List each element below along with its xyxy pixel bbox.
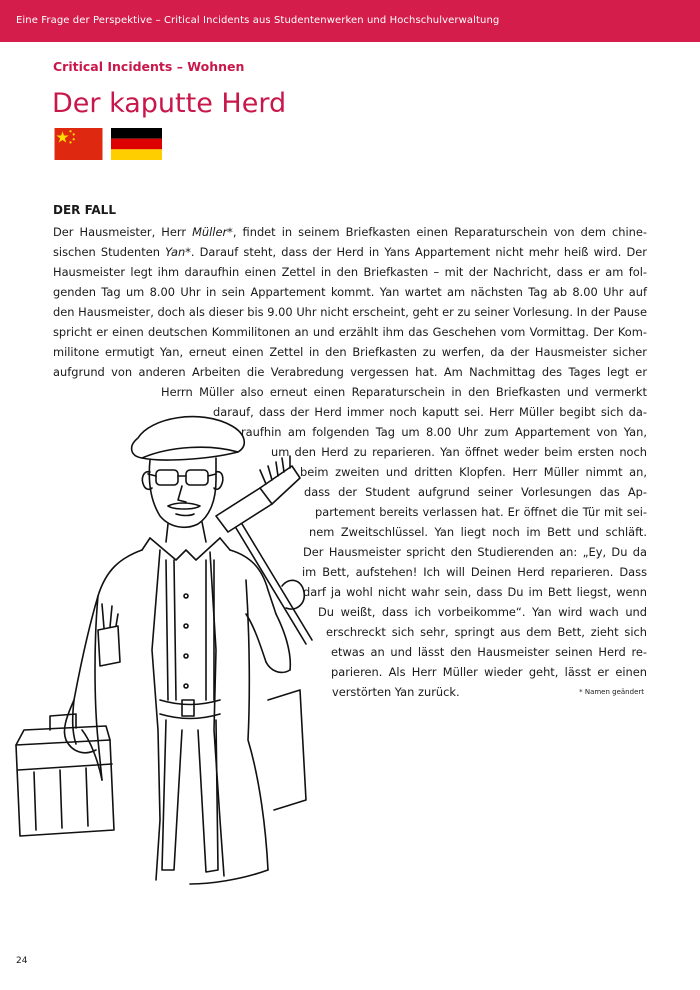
- body-line: nem Zweitschlüssel. Yan liegt noch im Bett und schläft.: [309, 525, 647, 539]
- china-flag: [53, 128, 104, 160]
- body-line: erschreckt sich sehr, springt aus dem Bett, zieht sich: [326, 625, 647, 639]
- body-line: Der Hausmeister, Herr Müller*, findet in seinem Briefkasten einen Reparaturschein von dem chine-: [53, 225, 648, 239]
- body-line: darauf, dass der Herd immer noch kaputt sei. Herr Müller begibt sich da-: [213, 405, 647, 419]
- footnote: * Namen geändert: [579, 688, 644, 696]
- body-line: sischen Studenten Yan*. Darauf steht, dass der Herd in Yans Appartement nicht mehr heiß wird. Der: [53, 245, 647, 259]
- body-line: den Hausmeister, doch als dieser bis 9.00 Uhr nicht erscheint, geht er zu seiner Vorlesung. In der Pause: [53, 305, 647, 319]
- body-line: Der Hausmeister spricht den Studierenden an: „Ey, Du da: [303, 545, 647, 559]
- body-line: im Bett, aufstehen! Ich will Deinen Herd reparieren. Dass: [302, 565, 647, 579]
- body-line: aufgrund von anderen Arbeiten die Verabredung vergessen hat. Am Nachmittag des Tages legt er: [53, 365, 647, 379]
- running-title: Eine Frage der Perspektive – Critical Incidents aus Studentenwerken und Hochschulverwaltung: [16, 15, 500, 26]
- body-line: darf ja wohl nicht wahr sein, dass Du im Bett liegst, wenn: [303, 585, 647, 599]
- body-line: Herrn Müller also erneut einen Reparaturschein in den Briefkasten und vermerkt: [161, 385, 647, 399]
- body-line: etwas an und lässt den Hausmeister seinen Herd re-: [331, 645, 647, 659]
- body-line: spricht er einen deutschen Kommilitonen an und erzählt ihm das Geschehen vom Vormittag. Der Kom-: [53, 325, 647, 339]
- top-banner: [0, 0, 700, 42]
- body-line: Hausmeister legt ihm daraufhin einen Zettel in den Briefkasten – mit der Nachricht, dass er am fol-: [53, 265, 647, 279]
- germany-flag: [111, 128, 162, 160]
- body-line: beim zweiten und dritten Klopfen. Herr Müller nimmt an,: [300, 465, 647, 479]
- body-line: parieren. Als Herr Müller wieder geht, lässt er einen: [331, 665, 647, 679]
- body-line: genden Tag um 8.00 Uhr in sein Appartement kommt. Yan wartet am nächsten Tag ab 8.00 Uhr auf: [53, 285, 647, 299]
- body-line: dass der Student aufgrund seiner Vorlesungen das Ap-: [304, 485, 647, 499]
- caretaker-illustration: [10, 400, 340, 990]
- page-title: Der kaputte Herd: [52, 88, 287, 119]
- body-line: raufhin am folgenden Tag um 8.00 Uhr zum Appartement von Yan,: [241, 425, 647, 439]
- body-line: verstörten Yan zurück.: [332, 685, 460, 699]
- case-heading: DER FALL: [53, 203, 116, 217]
- page-number: 24: [16, 956, 28, 966]
- body-line: militone ermutigt Yan, erneut einen Zettel in den Briefkasten zu werfen, da der Hausmeister sicher: [53, 345, 647, 359]
- body-line: um den Herd zu reparieren. Yan öffnet weder beim ersten noch: [271, 445, 647, 459]
- body-line: Du weißt, dass ich vorbeikomme“. Yan wird wach und: [318, 605, 647, 619]
- body-line: partement bereits verlassen hat. Er öffnet die Tür mit sei-: [315, 505, 647, 519]
- section-label: Critical Incidents – Wohnen: [53, 59, 245, 74]
